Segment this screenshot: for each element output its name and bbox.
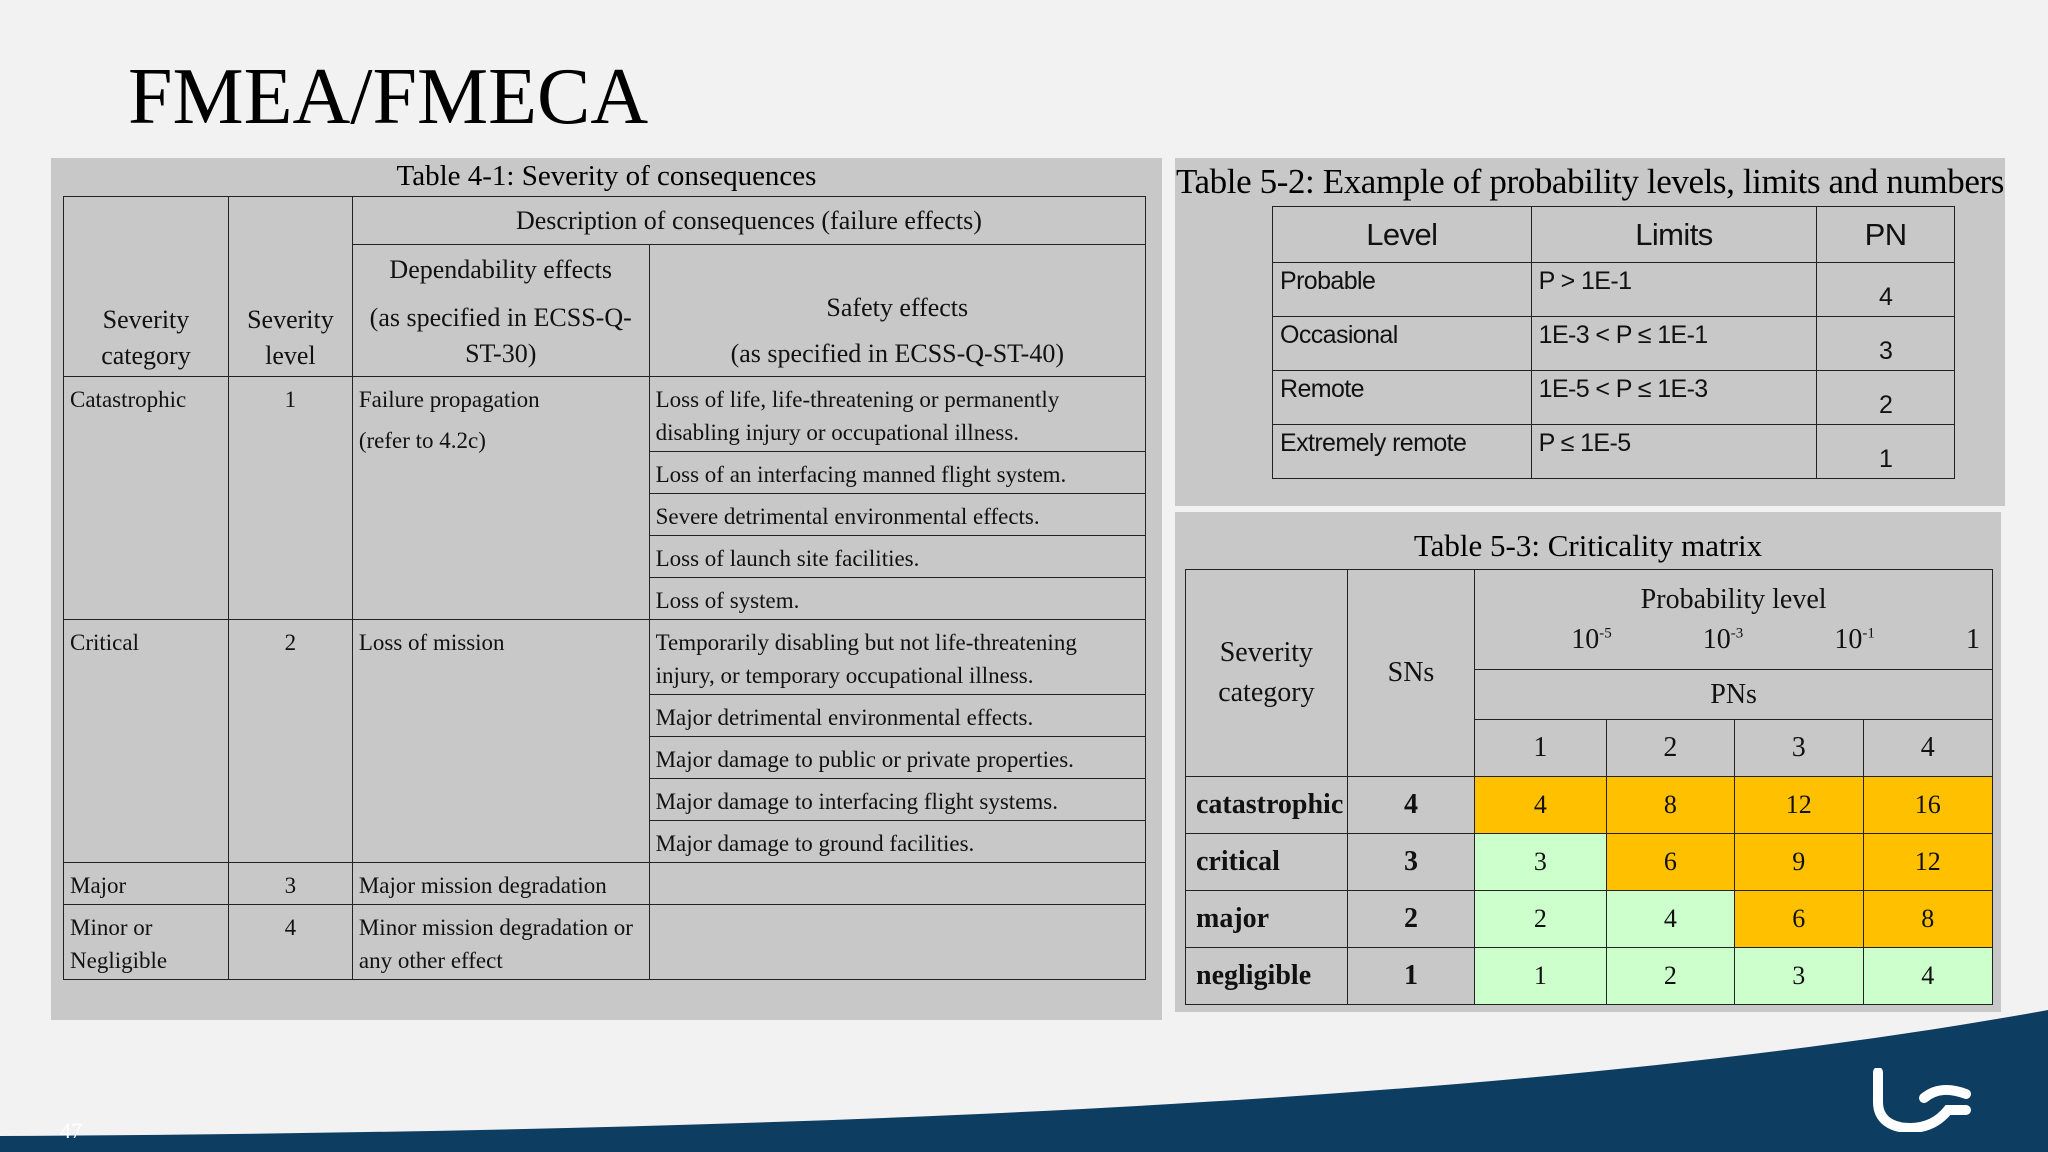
row-level-3: 3 — [228, 863, 352, 905]
pn-header: 2 — [1606, 720, 1734, 777]
matrix-cell: 1 — [1475, 948, 1606, 1005]
header-dependability-effects — [352, 245, 649, 377]
matrix-cell: 6 — [1735, 891, 1863, 948]
probability-table-caption: Table 5-2: Example of probability levels, limits and numbers — [1176, 162, 2004, 201]
slide-title: FMEA/FMECA — [128, 53, 649, 141]
prob-limits: 1E-3 < P ≤ 1E-1 — [1531, 317, 1817, 371]
dependability-note: (refer to 4.2c) — [358, 428, 486, 453]
header-limits: Limits — [1531, 207, 1817, 263]
severity-table — [63, 196, 1146, 980]
prob-tick: $10^{-1}$ — [1834, 623, 1875, 655]
row-dependability-catastrophic — [352, 377, 649, 620]
severity-table-panel — [51, 158, 1162, 1020]
header-dependability-spec: (as specified in ECSS-Q-ST-30) — [369, 303, 632, 368]
university-logo-icon — [1872, 1068, 1972, 1132]
matrix-sn: 1 — [1347, 948, 1474, 1005]
matrix-cell: 9 — [1735, 834, 1863, 891]
matrix-cell: 4 — [1475, 777, 1606, 834]
pn-header: 3 — [1735, 720, 1863, 777]
prob-limits: P ≤ 1E-5 — [1531, 425, 1817, 479]
criticality-table-panel — [1175, 512, 2001, 1012]
prob-pn: 1 — [1817, 425, 1955, 479]
row-category-catastrophic: Catastrophic — [64, 377, 229, 620]
probability-level-label: Probability level — [1640, 583, 1827, 615]
matrix-cell: 4 — [1606, 891, 1734, 948]
matrix-cell: 16 — [1863, 777, 1993, 834]
pn-header: 4 — [1863, 720, 1993, 777]
header-probability-level — [1475, 570, 1993, 670]
prob-limits: P > 1E-1 — [1531, 263, 1817, 317]
matrix-cell: 3 — [1735, 948, 1863, 1005]
header-level: Level — [1273, 207, 1532, 263]
row-level-2: 2 — [228, 620, 352, 863]
matrix-category: major — [1186, 891, 1348, 948]
prob-pn: 2 — [1817, 371, 1955, 425]
probability-table-panel — [1175, 158, 2005, 506]
row-level-1: 1 — [228, 377, 352, 620]
matrix-cell: 2 — [1606, 948, 1734, 1005]
row-category-major: Major — [64, 863, 229, 905]
prob-limits: 1E-5 < P ≤ 1E-3 — [1531, 371, 1817, 425]
matrix-cell: 3 — [1475, 834, 1606, 891]
row-dependability-major: Major mission degradation — [352, 863, 649, 905]
safety-effect: Major damage to interfacing flight systems. — [649, 779, 1145, 821]
dependability-text: Failure propagation — [358, 387, 540, 412]
safety-effect: Temporarily disabling but not life-threatening injury, or temporary occupational illness. — [649, 620, 1145, 695]
matrix-cell: 4 — [1863, 948, 1993, 1005]
probability-table — [1272, 206, 1955, 479]
criticality-matrix — [1185, 569, 1993, 1005]
severity-table-caption: Table 4-1: Severity of consequences — [396, 160, 817, 192]
row-level-4: 4 — [228, 905, 352, 980]
safety-effect: Loss of launch site facilities. — [649, 536, 1145, 578]
row-category-minor: Minor or Negligible — [64, 905, 229, 980]
prob-level: Probable — [1273, 263, 1532, 317]
prob-level: Extremely remote — [1273, 425, 1532, 479]
prob-pn: 3 — [1817, 317, 1955, 371]
header-safety-spec: (as specified in ECSS-Q-ST-40) — [730, 339, 1064, 368]
prob-level: Occasional — [1273, 317, 1532, 371]
header-description: Description of consequences (failure effects) — [352, 197, 1145, 245]
page-number: 47 — [60, 1118, 82, 1143]
row-dependability-critical: Loss of mission — [352, 620, 649, 863]
prob-tick: $10^{-5}$ — [1571, 623, 1612, 655]
header-safety-title: Safety effects — [826, 293, 969, 322]
prob-pn: 4 — [1817, 263, 1955, 317]
safety-effect: Severe detrimental environmental effects. — [649, 494, 1145, 536]
matrix-category: catastrophic — [1186, 777, 1348, 834]
matrix-cell: 8 — [1606, 777, 1734, 834]
prob-tick: $10^{-3}$ — [1702, 623, 1744, 655]
header-sns: SNs — [1347, 570, 1474, 777]
row-dependability-minor: Minor mission degradation or any other effect — [352, 905, 649, 980]
header-pns: PNs — [1475, 670, 1993, 720]
row-category-critical: Critical — [64, 620, 229, 863]
safety-effect: Loss of an interfacing manned flight system. — [649, 452, 1145, 494]
header-severity-category: Severity category — [1186, 570, 1348, 777]
header-safety-effects — [649, 245, 1145, 377]
safety-effect-empty — [649, 905, 1145, 980]
probability-ticks — [1475, 624, 1992, 656]
header-severity-level: Severity level — [228, 197, 352, 377]
matrix-cell: 6 — [1606, 834, 1734, 891]
pn-header: 1 — [1475, 720, 1606, 777]
prob-tick: 1 — [1965, 623, 1980, 655]
safety-effect: Major damage to ground facilities. — [649, 821, 1145, 863]
matrix-sn: 3 — [1347, 834, 1474, 891]
footer-wave — [0, 1000, 2048, 1152]
criticality-table-caption: Table 5-3: Criticality matrix — [1413, 528, 1763, 563]
safety-effect: Loss of system. — [649, 578, 1145, 620]
safety-effect: Major detrimental environmental effects. — [649, 695, 1145, 737]
matrix-cell: 12 — [1735, 777, 1863, 834]
matrix-cell: 12 — [1863, 834, 1993, 891]
matrix-cell: 8 — [1863, 891, 1993, 948]
matrix-sn: 2 — [1347, 891, 1474, 948]
matrix-cell: 2 — [1475, 891, 1606, 948]
prob-level: Remote — [1273, 371, 1532, 425]
header-severity-category: Severity category — [64, 197, 229, 377]
matrix-category: negligible — [1186, 948, 1348, 1005]
safety-effect: Loss of life, life-threatening or permanently disabling injury or occupational illness. — [649, 377, 1145, 452]
matrix-sn: 4 — [1347, 777, 1474, 834]
header-dependability-title: Dependability effects — [389, 255, 613, 284]
matrix-category: critical — [1186, 834, 1348, 891]
safety-effect-empty — [649, 863, 1145, 905]
header-pn: PN — [1817, 207, 1955, 263]
safety-effect: Major damage to public or private properties. — [649, 737, 1145, 779]
